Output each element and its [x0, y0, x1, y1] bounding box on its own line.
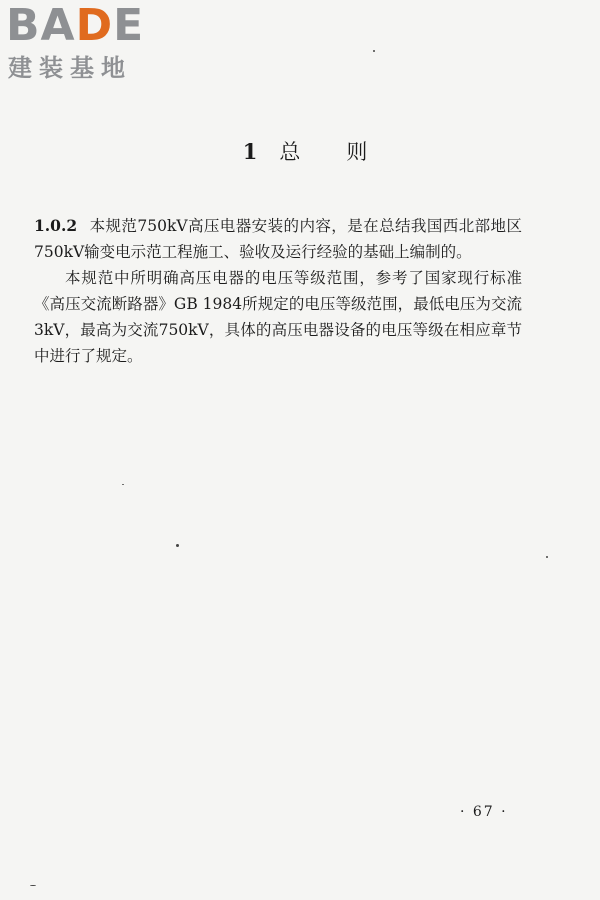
chapter-title — [0, 138, 600, 166]
logo-text-highlight: D — [75, 0, 114, 51]
scan-speck — [122, 484, 124, 485]
chapter-title-char-2: 则 — [346, 140, 368, 164]
body-text — [34, 213, 522, 369]
logo-wordmark — [6, 0, 145, 51]
logo-subtitle: 建装基地 — [8, 54, 132, 82]
clause-paragraph — [34, 213, 522, 265]
page-number: · 67 · — [460, 804, 508, 820]
logo-text-suffix: E — [113, 0, 145, 51]
clause-paragraph-1-text: 本规范750kV高压电器安装的内容，是在总结我国西北部地区750kV输变电示范工程施工、验收及运行经验的基础上编制的。 — [34, 217, 522, 261]
chapter-title-char-1: 总 — [279, 140, 301, 164]
scan-speck — [373, 50, 375, 52]
clause-number: 1.0.2 — [34, 216, 78, 235]
logo-text-prefix: BA — [6, 0, 76, 51]
chapter-number: 1 — [242, 139, 258, 164]
clause-paragraph-2: 本规范中所明确高压电器的电压等级范围，参考了国家现行标准《高压交流断路器》GB 1984所规定的电压等级范围，最低电压为交流3kV，最高为交流750kV，具体的高压电器设备的电压等级在相应章节中进行了规定。 — [34, 269, 522, 365]
scan-speck — [546, 556, 548, 558]
scan-speck — [176, 544, 179, 547]
watermark-logo — [6, 0, 181, 84]
scan-speck — [30, 885, 36, 886]
